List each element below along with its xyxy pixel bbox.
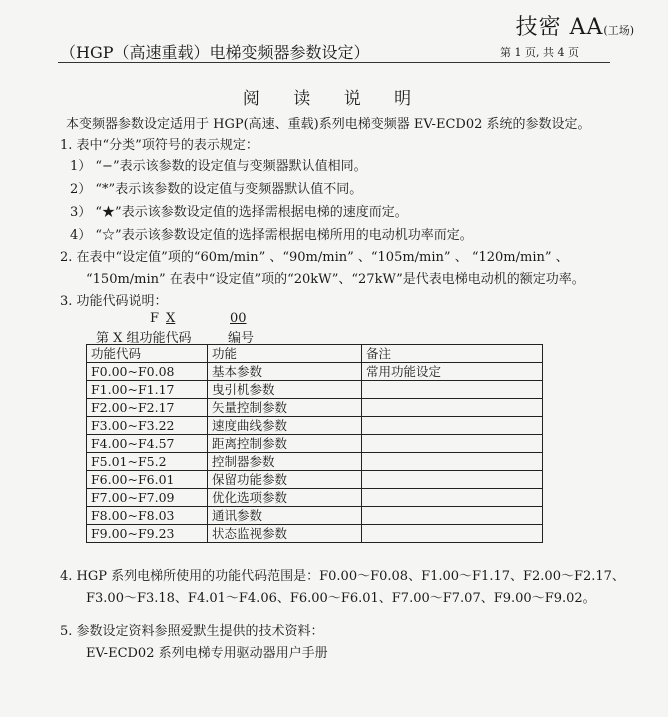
table-row <box>87 453 543 471</box>
table-row <box>87 381 543 399</box>
cell-function: 曳引机参数 <box>208 381 362 399</box>
table-row <box>87 399 543 417</box>
table-row <box>87 417 543 435</box>
cell-code: F3.00~F3.22 <box>87 417 208 435</box>
table-header-row <box>87 345 543 363</box>
cell-remark: 常用功能设定 <box>362 363 543 381</box>
cell-remark <box>362 435 543 453</box>
section-1-item: 1） “−”表示该参数的设定值与变频器默认值相同。 <box>70 159 367 174</box>
cell-code: F2.00~F2.17 <box>87 399 208 417</box>
code-group-label: 第 X 组功能代码 <box>96 331 192 346</box>
cell-code: F4.00~F4.57 <box>87 435 208 453</box>
code-number: 00 <box>230 311 247 326</box>
section-2-line-2: “150m/min” 在表中“设定值”项的“20kW”、“27kW”是代表电梯电动机的额定功率。 <box>86 272 585 287</box>
table-row <box>87 471 543 489</box>
section-1-item: 2） “*”表示该参数的设定值与变频器默认值不同。 <box>70 182 363 197</box>
code-group-x: X <box>166 311 176 326</box>
cell-remark <box>362 489 543 507</box>
section-4-line-1: 4. HGP 系列电梯所使用的功能代码范围是：F0.00～F0.08、F1.00～F1.17、F2.00～F2.17、 <box>60 569 625 584</box>
cell-remark <box>362 417 543 435</box>
cell-remark <box>362 453 543 471</box>
cell-function: 距离控制参数 <box>208 435 362 453</box>
table-row <box>87 489 543 507</box>
cell-code: F6.00~F6.01 <box>87 471 208 489</box>
section-3-heading: 3. 功能代码说明： <box>60 294 168 309</box>
cell-code: F9.00~F9.23 <box>87 525 208 543</box>
cell-function: 优化选项参数 <box>208 489 362 507</box>
cell-remark <box>362 525 543 543</box>
cell-function: 矢量控制参数 <box>208 399 362 417</box>
code-prefix-f: F <box>150 311 160 326</box>
header-function-code: 功能代码 <box>87 345 208 363</box>
header-remark: 备注 <box>362 345 543 363</box>
document-code-text: 技密 AA <box>515 15 604 40</box>
intro-paragraph: 本变频器参数设定适用于 HGP(高速、重载)系列电梯变频器 EV-ECD02 系统的参数设定。 <box>66 117 591 132</box>
cell-function: 基本参数 <box>208 363 362 381</box>
section-1-item: 3） “★”表示该参数设定值的选择需根据电梯的速度而定。 <box>70 205 408 220</box>
section-1-heading: 1. 表中“分类”项符号的表示规定： <box>60 138 259 153</box>
code-number-label: 编号 <box>228 331 255 346</box>
function-code-table <box>86 344 543 543</box>
section-5-line-1: 5. 参数设定资料参照爱默生提供的技术资料： <box>60 624 324 639</box>
cell-function: 通讯参数 <box>208 507 362 525</box>
header-divider <box>58 62 610 63</box>
cell-code: F8.00~F8.03 <box>87 507 208 525</box>
section-1-item: 4） “☆”表示该参数设定值的选择需根据电梯所用的电动机功率而定。 <box>70 228 473 243</box>
cell-remark <box>362 507 543 525</box>
cell-function: 速度曲线参数 <box>208 417 362 435</box>
table-row <box>87 507 543 525</box>
cell-remark <box>362 471 543 489</box>
cell-code: F0.00~F0.08 <box>87 363 208 381</box>
section-4-line-2: F3.00～F3.18、F4.01～F4.06、F6.00～F6.01、F7.00～F7.07、F9.00～F9.02。 <box>86 591 596 606</box>
cell-code: F7.00~F7.09 <box>87 489 208 507</box>
cell-code: F5.01~F5.2 <box>87 453 208 471</box>
document-code <box>516 10 634 41</box>
header-title: （HGP（高速重载）电梯变频器参数设定） <box>60 43 370 62</box>
page-indicator: 第 1 页, 共 4 页 <box>500 46 579 59</box>
document-title: 阅 读 说 明 <box>242 89 426 109</box>
header-function: 功能 <box>208 345 362 363</box>
cell-remark <box>362 399 543 417</box>
table-row <box>87 435 543 453</box>
cell-code: F1.00~F1.17 <box>87 381 208 399</box>
document-code-suffix: (工场) <box>603 24 634 37</box>
section-2-line-1: 2. 在表中“设定值”项的“60m/min” 、“90m/min” 、“105m/min” 、 “120m/min” 、 <box>60 250 569 265</box>
cell-function: 保留功能参数 <box>208 471 362 489</box>
cell-function: 控制器参数 <box>208 453 362 471</box>
section-5-line-2: EV-ECD02 系列电梯专用驱动器用户手册 <box>86 646 328 661</box>
table-row <box>87 525 543 543</box>
cell-function: 状态监视参数 <box>208 525 362 543</box>
cell-remark <box>362 381 543 399</box>
table-row <box>87 363 543 381</box>
